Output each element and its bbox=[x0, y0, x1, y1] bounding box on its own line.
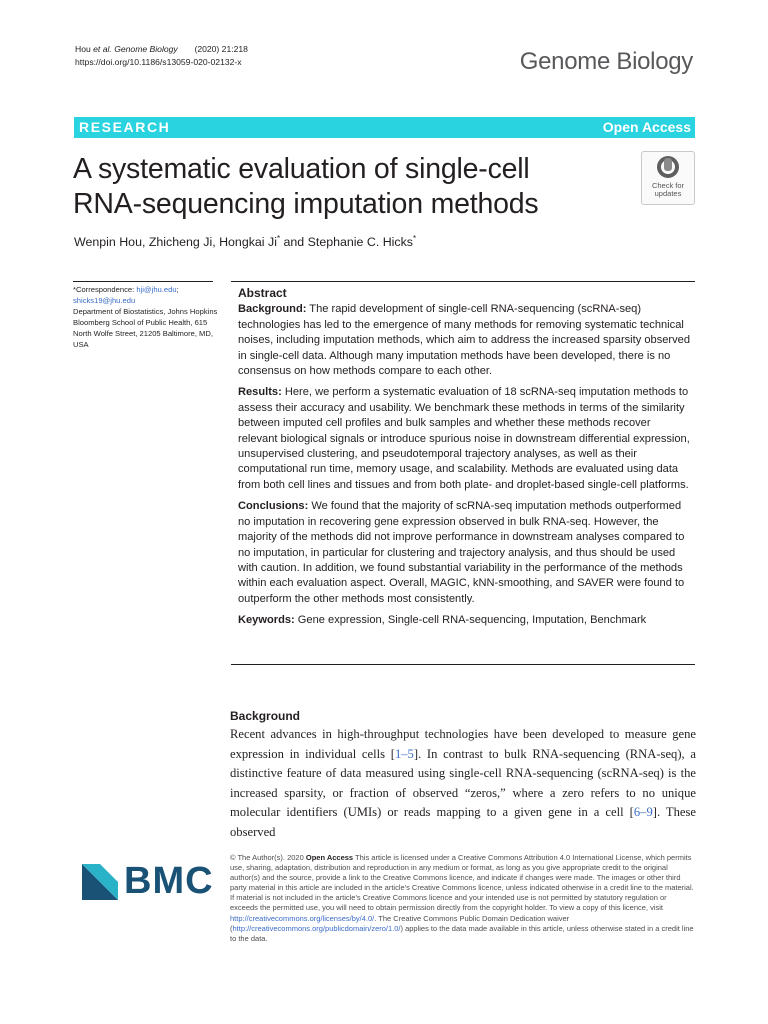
body-paragraph bbox=[230, 725, 696, 843]
bmc-logo[interactable] bbox=[80, 862, 220, 902]
section-heading: Background bbox=[230, 709, 301, 723]
body-text-2: ]. In contrast to bulk RNA-sequencing (RNA-seq), a distinctive feature of data measured using single-cell RNA-sequencing (scRNA-seq) is the increased sparsity, or fraction of observed “zeros,” where a zero refers to no unique molecular identifiers (UMIs) or reads mapping to a given gene in a cell [ bbox=[230, 746, 697, 820]
license-link-2[interactable]: http://creativecommons.org/publicdomain/zero/1.0/ bbox=[232, 923, 401, 933]
abstract-background bbox=[238, 302, 690, 379]
body-text-1: Recent advances in high-throughput technologies have been developed to measure gene expression in individual cells [ bbox=[230, 727, 696, 761]
abstract-keywords bbox=[238, 613, 690, 628]
keywords-label: Keywords: bbox=[238, 614, 295, 627]
email-link-1[interactable]: hji@jhu.edu bbox=[136, 285, 177, 294]
citation-year: (2020) 21:218 bbox=[194, 44, 248, 54]
citation-etal: et al. bbox=[93, 44, 112, 54]
author-list bbox=[74, 234, 416, 249]
email-separator: ; bbox=[176, 285, 179, 294]
article-title bbox=[73, 152, 613, 222]
results-label: Results: bbox=[238, 386, 282, 399]
title-line-1: A systematic evaluation of single-cell bbox=[73, 153, 530, 185]
license-link-1[interactable]: http://creativecommons.org/licenses/by/4.0/ bbox=[230, 913, 375, 923]
correspondence-sidebar bbox=[73, 284, 218, 350]
affiliation: Department of Biostatistics, Johns Hopkins Bloomberg School of Public Health, 615 North Wolfe Street, 21205 Baltimore, MD, USA bbox=[73, 307, 218, 349]
abstract-heading: Abstract bbox=[238, 286, 287, 300]
license-text-4: ) applies to the data made available in this article, unless otherwise stated in a credit line to the data. bbox=[230, 923, 694, 943]
citation-journal: Genome Biology bbox=[114, 44, 178, 54]
abstract-bottom-rule bbox=[231, 664, 695, 665]
body-section bbox=[230, 707, 696, 843]
conclusions-text: We found that the majority of scRNA-seq imputation methods outperformed no imputation in recovering gene expression observed in bulk RNA-seq. However, the majority of the methods did not improve performance in downstream analyses compared to no imputation, in particular for clustering and trajectory analysis, and thus should be used with caution. In addition, we found substantial variability in the performance of the methods within each evaluation aspect. Overall, MAGIC, kNN-smoothing, and SAVER were found to outperform the other methods most consistently. bbox=[238, 500, 685, 605]
check-for-updates-line2: updates bbox=[654, 189, 682, 198]
journal-logo[interactable]: Genome Biology bbox=[519, 48, 693, 75]
bmc-logo-mark-icon bbox=[80, 862, 120, 902]
title-line-2: RNA-sequencing imputation methods bbox=[73, 188, 539, 220]
conclusions-label: Conclusions: bbox=[238, 500, 309, 513]
license-text-3: . The Creative Commons Public Domain Dedication waiver ( bbox=[230, 913, 570, 933]
email-link-2[interactable]: shicks19@jhu.edu bbox=[73, 296, 136, 305]
bmc-logo-text: BMC bbox=[124, 860, 214, 902]
body-text-3: ]. These observed bbox=[230, 805, 696, 839]
check-for-updates-badge[interactable] bbox=[641, 151, 695, 205]
license-open-access: Open Access bbox=[305, 853, 354, 862]
citation-ref-2[interactable]: 6–9 bbox=[633, 805, 653, 820]
article-category: RESEARCH bbox=[79, 119, 171, 135]
authors-part-1: Wenpin Hou, Zhicheng Ji, Hongkai Ji bbox=[74, 235, 277, 250]
correspondence-label: *Correspondence: bbox=[73, 285, 137, 294]
correspondence-line bbox=[73, 284, 218, 295]
license-text-2: This article is licensed under a Creative Commons Attribution 4.0 International License, which permits use, sharing, adaptation, distribution and reproduction in any medium or format, as long as you give appropriate credit to the original author(s) and the source, provide a link to the Creative Commons licence, and indicate if changes were made. The images or other third party material in this article are included in the article's Creative Commons licence, unless indicated otherwise in a credit line to the material. If material is not included in the article's Creative Commons licence and your intended use is not permitted by statutory regulation or exceeds the permitted use, you will need to obtain permission directly from the copyright holder. To view a copy of this licence, visit bbox=[230, 853, 694, 913]
abstract-section bbox=[238, 286, 690, 635]
abstract-top-rule bbox=[231, 281, 695, 282]
crossmark-icon bbox=[642, 152, 694, 182]
citation-line bbox=[75, 43, 248, 56]
check-for-updates-label bbox=[642, 182, 694, 198]
abstract-results bbox=[238, 385, 690, 493]
corresponding-mark-1: * bbox=[276, 234, 281, 243]
keywords-text: Gene expression, Single-cell RNA-sequencing, Imputation, Benchmark bbox=[294, 614, 647, 627]
doi-link[interactable]: https://doi.org/10.1186/s13059-020-02132-x bbox=[75, 57, 242, 67]
article-type-banner bbox=[74, 117, 695, 138]
background-text: The rapid development of single-cell RNA-sequencing (scRNA-seq) technologies has led to the emergence of many methods for removing systematic technical noises, including imputation methods, which aim to address the increased sparsity observed in single-cell data. Although many imputation methods have been developed, there is no consensus on how methods compare to each other. bbox=[238, 303, 690, 378]
license-statement bbox=[230, 853, 696, 944]
citation-ref-1[interactable]: 1–5 bbox=[394, 746, 414, 761]
results-text: Here, we perform a systematic evaluation of 18 scRNA-seq imputation methods to assess their accuracy and usability. We benchmark these methods in terms of the similarity between imputed cell profiles and bulk samples and whether these methods recover relevant biological signals or introduce spurious noise in downstream differential expression, unsupervised clustering, and pseudotemporal trajectory analyses, as well as their computational run time, memory usage, and scalability. Methods are evaluated using data from both cell lines and tissues and from both plate- and droplet-based single-cell platforms. bbox=[238, 386, 690, 491]
check-for-updates-line1: Check for bbox=[651, 181, 685, 190]
sidebar-divider bbox=[73, 281, 213, 282]
abstract-conclusions bbox=[238, 499, 690, 607]
authors-part-2: and Stephanie C. Hicks bbox=[280, 235, 414, 250]
open-access-label: Open Access bbox=[602, 119, 691, 135]
background-label: Background: bbox=[238, 303, 307, 316]
corresponding-mark-2: * bbox=[413, 234, 417, 243]
citation-author: Hou bbox=[75, 44, 91, 54]
license-text-1: © The Author(s). 2020 bbox=[230, 853, 306, 862]
citation-block bbox=[75, 43, 248, 69]
